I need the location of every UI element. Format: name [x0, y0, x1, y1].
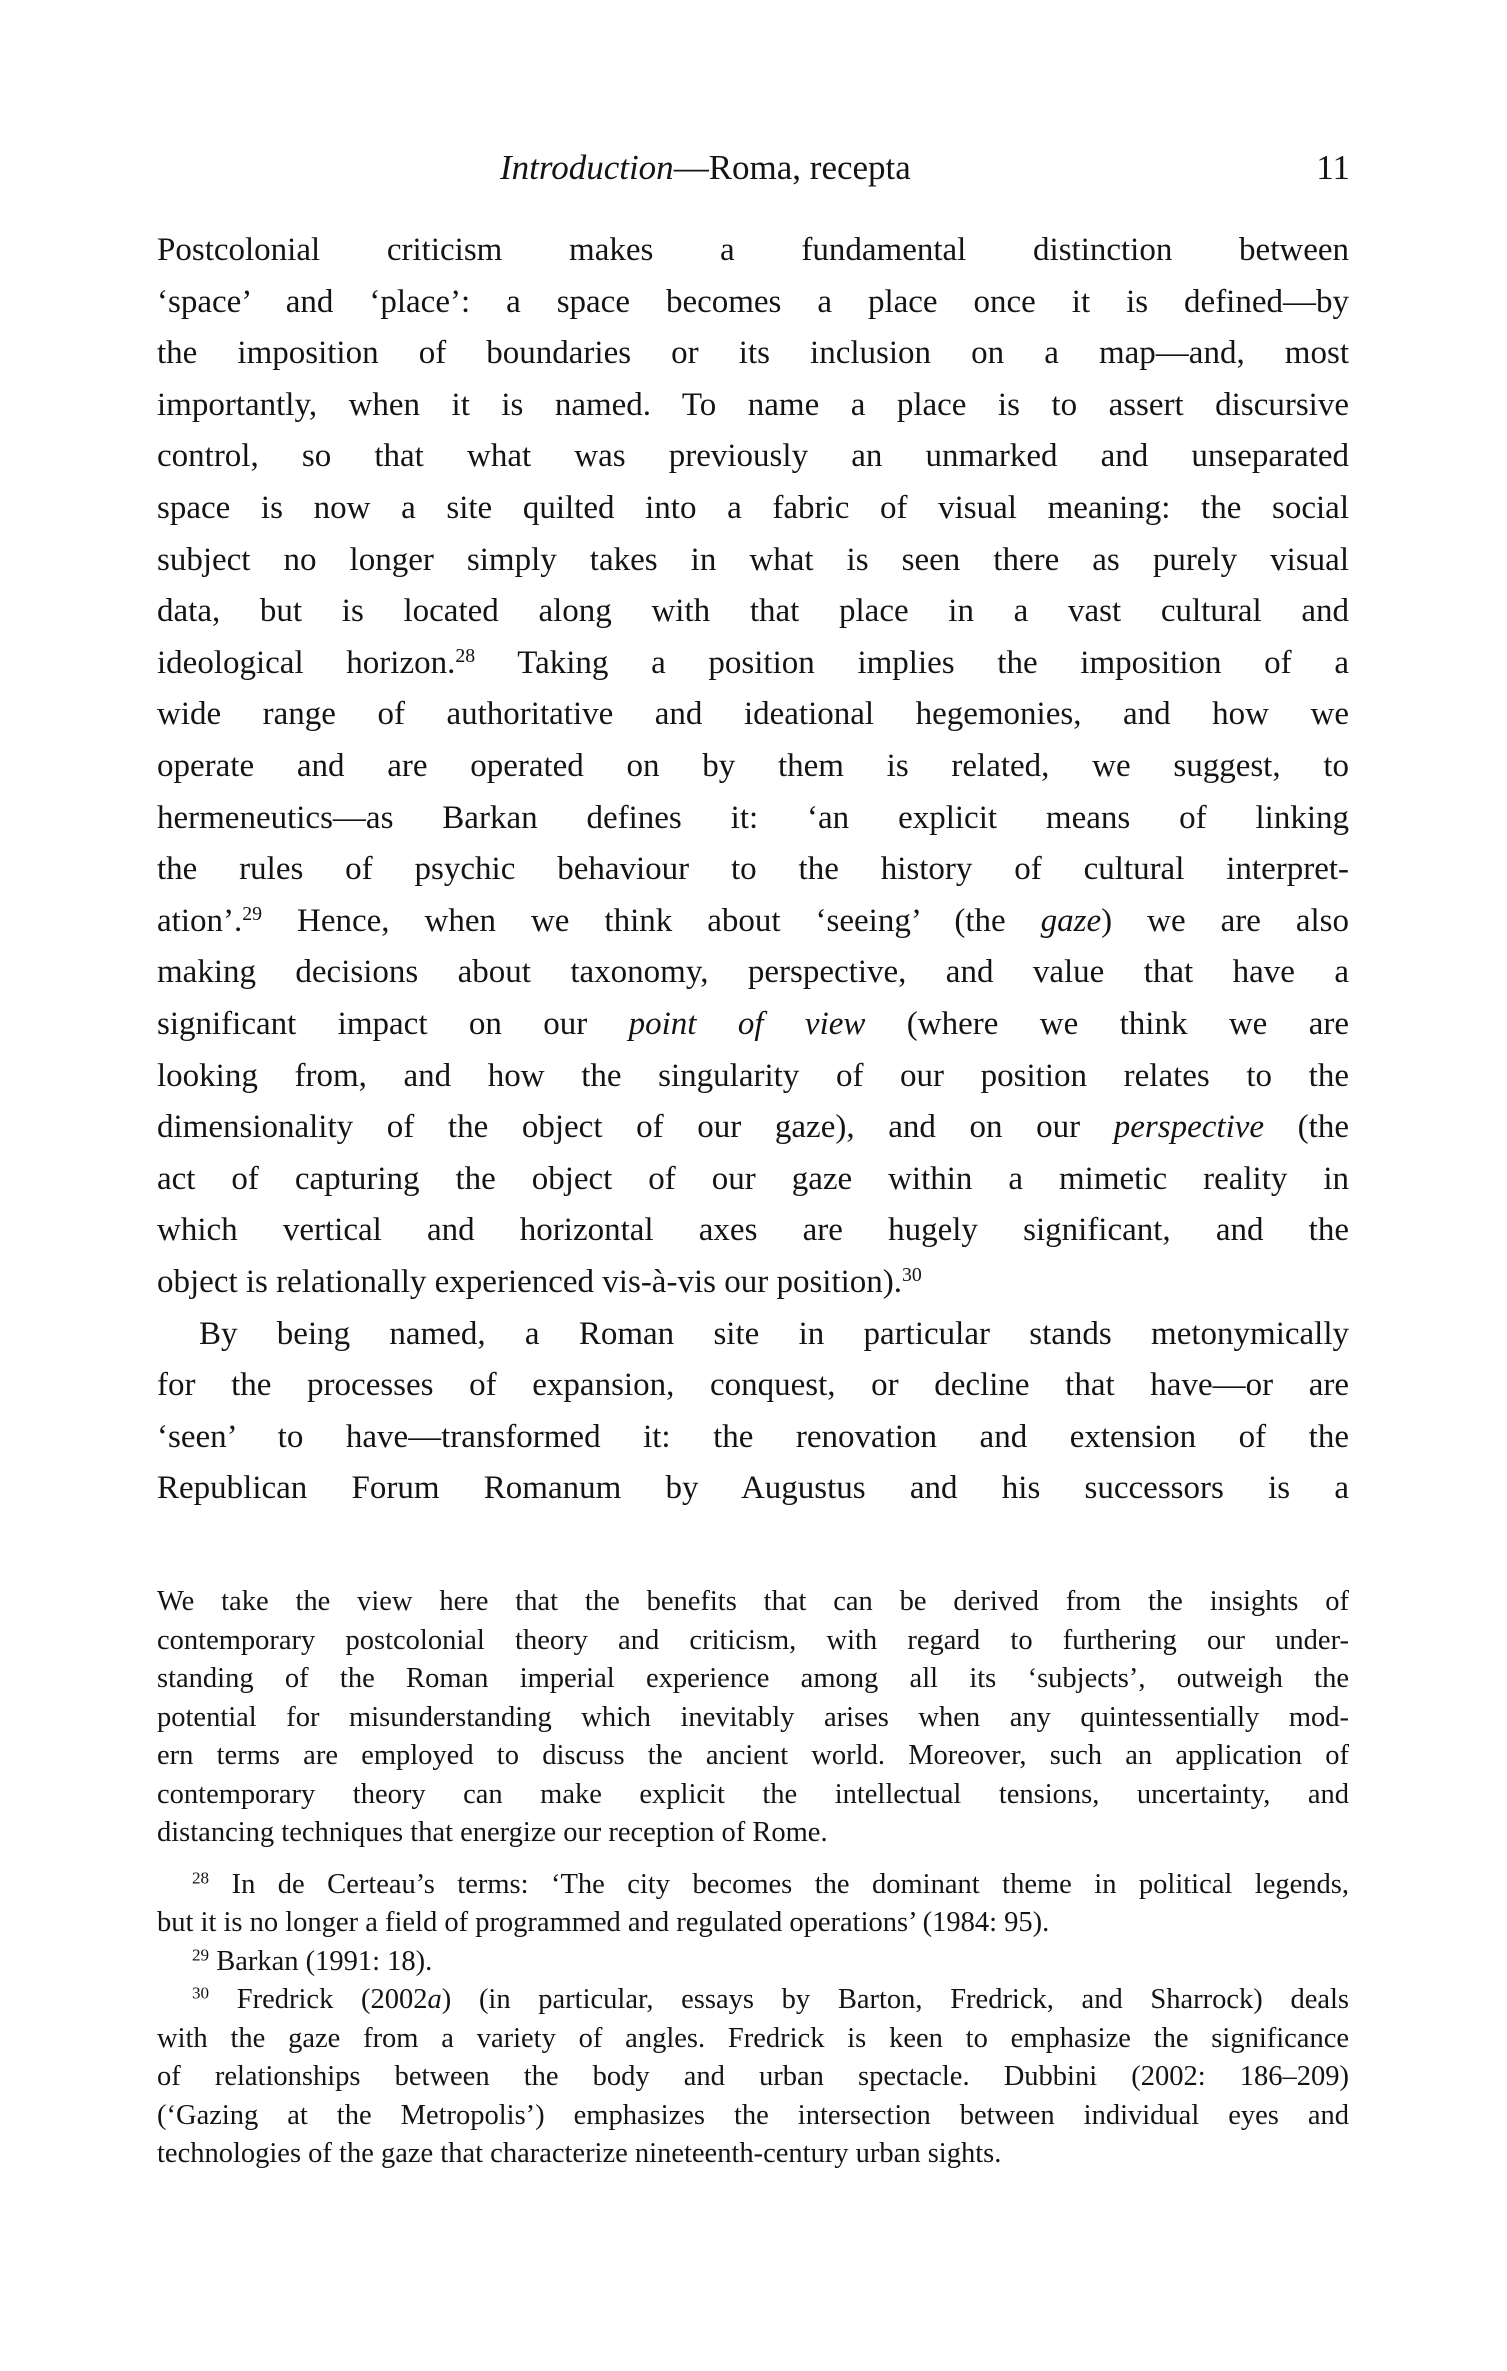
footnote-line	[157, 2059, 1349, 2095]
text-segment: standing of the Roman imperial experience among all its ‘subjects’, outweigh the	[157, 1663, 1349, 1694]
text-segment: ‘seen’ to have—transformed it: the renovation and extension of the	[157, 1419, 1349, 1455]
text-segment: hermeneutics—as Barkan defines it: ‘an explicit means of linking	[157, 800, 1349, 836]
body-line	[157, 434, 1349, 478]
footnote-line	[157, 1777, 1349, 1813]
text-segment: (where we think we are	[865, 1006, 1349, 1042]
italic-text: perspective	[1113, 1109, 1265, 1145]
text-segment: but it is no longer a field of programmed and regulated operations’ (1984: 95).	[157, 1907, 1050, 1938]
text-segment: operate and are operated on by them is related, we suggest, to	[157, 748, 1349, 784]
running-head	[157, 146, 1350, 190]
text-segment: Taking a position implies the imposition of a	[475, 645, 1349, 681]
body-line	[157, 1105, 1349, 1149]
footnote-number: 30	[192, 1983, 210, 2003]
text-segment: ern terms are employed to discuss the ancient world. Moreover, such an application of	[157, 1740, 1349, 1771]
text-segment: the imposition of boundaries or its inclusion on a map—and, most	[157, 335, 1349, 371]
body-line	[157, 383, 1349, 427]
text-segment: with the gaze from a variety of angles. Fredrick is keen to emphasize the significance	[157, 2023, 1349, 2054]
footnote-line	[157, 1815, 1349, 1851]
text-segment: technologies of the gaze that characterize nineteenth-century urban sights.	[157, 2138, 1002, 2169]
text-segment: space is now a site quilted into a fabric of visual meaning: the social	[157, 490, 1349, 526]
text-segment: By being named, a Roman site in particular stands metonymically	[199, 1316, 1349, 1352]
footnote-line	[157, 1738, 1349, 1774]
text-segment: contemporary postcolonial theory and criticism, with regard to furthering our under-	[157, 1625, 1349, 1656]
text-segment: for the processes of expansion, conquest, or decline that have—or are	[157, 1367, 1349, 1403]
body-line	[157, 589, 1349, 633]
footnote-first-line	[192, 1944, 1349, 1980]
text-segment: (the	[1264, 1109, 1349, 1145]
text-segment: making decisions about taxonomy, perspective, and value that have a	[157, 954, 1349, 990]
body-line	[157, 899, 1349, 943]
text-segment: ) (in particular, essays by Barton, Fredrick, and Sharrock) deals	[441, 1984, 1350, 2015]
body-line	[199, 1312, 1349, 1356]
body-line	[157, 1208, 1349, 1252]
body-line	[157, 847, 1349, 891]
text-segment: looking from, and how the singularity of our position relates to the	[157, 1058, 1349, 1094]
body-line	[157, 1002, 1349, 1046]
body-line	[157, 1363, 1349, 1407]
text-segment: Barkan (1991: 18).	[216, 1946, 433, 1977]
body-line	[157, 538, 1349, 582]
text-segment: data, but is located along with that place in a vast cultural and	[157, 593, 1349, 629]
body-line	[157, 950, 1349, 994]
footnote-number: 29	[192, 1945, 210, 1965]
footnote-line	[157, 2021, 1349, 2057]
text-segment: importantly, when it is named. To name a place is to assert discursive	[157, 387, 1349, 423]
text-segment: ation’.	[157, 903, 243, 939]
footnote-first-line	[192, 1982, 1349, 2018]
body-line	[157, 228, 1349, 272]
running-title-roman: —Roma, recepta	[673, 148, 911, 187]
italic-text: gaze	[1040, 903, 1102, 939]
body-line	[157, 1260, 1349, 1304]
text-segment: Republican Forum Romanum by Augustus and his successors is a	[157, 1470, 1349, 1506]
text-segment: Postcolonial criticism makes a fundamental distinction between	[157, 232, 1349, 268]
footnote-line	[157, 2136, 1349, 2172]
text-segment: potential for misunderstanding which inevitably arises when any quintessentially mod-	[157, 1702, 1349, 1733]
footnote-number: 28	[192, 1868, 210, 1888]
footnote-reference: 28	[455, 645, 476, 668]
body-line	[157, 331, 1349, 375]
footnote-line	[157, 1623, 1349, 1659]
running-title-italic: Introduction	[500, 148, 674, 187]
body-line	[157, 692, 1349, 736]
footnote-line	[157, 1905, 1349, 1941]
text-segment: ‘space’ and ‘place’: a space becomes a place once it is defined—by	[157, 284, 1349, 320]
page-number: 11	[1316, 148, 1350, 187]
body-line	[157, 796, 1349, 840]
text-segment: wide range of authoritative and ideational hegemonies, and how we	[157, 696, 1349, 732]
footnote-first-line	[192, 1867, 1349, 1903]
text-segment: control, so that what was previously an unmarked and unseparated	[157, 438, 1349, 474]
body-line	[157, 1466, 1349, 1510]
text-segment: In de Certeau’s terms: ‘The city becomes the dominant theme in political legends,	[231, 1869, 1349, 1900]
footnote-line	[157, 1700, 1349, 1736]
text-segment: which vertical and horizontal axes are hugely significant, and the	[157, 1212, 1349, 1248]
body-line	[157, 486, 1349, 530]
text-segment: (‘Gazing at the Metropolis’) emphasizes the intersection between individual eyes and	[157, 2100, 1349, 2131]
text-segment: object is relationally experienced vis-à-vis our position).	[157, 1264, 903, 1300]
body-line	[157, 641, 1349, 685]
footnote-line	[157, 1584, 1349, 1620]
text-segment: We take the view here that the benefits that can be derived from the insights of	[157, 1586, 1349, 1617]
body-line	[157, 1415, 1349, 1459]
running-title	[500, 146, 911, 190]
text-segment: distancing techniques that energize our reception of Rome.	[157, 1817, 828, 1848]
body-line	[157, 280, 1349, 324]
body-line	[157, 744, 1349, 788]
text-segment: significant impact on our	[157, 1006, 629, 1042]
italic-text: point of view	[628, 1006, 866, 1042]
footnote-line	[157, 1661, 1349, 1697]
footnote-line	[157, 2098, 1349, 2134]
text-segment: Hence, when we think about ‘seeing’ (the	[262, 903, 1041, 939]
text-segment: dimensionality of the object of our gaze), and on our	[157, 1109, 1114, 1145]
text-segment: ) we are also	[1101, 903, 1349, 939]
text-segment: the rules of psychic behaviour to the history of cultural interpret-	[157, 851, 1349, 887]
body-line	[157, 1157, 1349, 1201]
text-segment: Fredrick (2002	[236, 1984, 428, 2015]
text-segment: contemporary theory can make explicit the intellectual tensions, uncertainty, and	[157, 1779, 1349, 1810]
footnote-reference: 29	[242, 903, 263, 926]
body-line	[157, 1054, 1349, 1098]
text-segment: of relationships between the body and urban spectacle. Dubbini (2002: 186–209)	[157, 2061, 1349, 2092]
text-segment: act of capturing the object of our gaze within a mimetic reality in	[157, 1161, 1349, 1197]
italic-text: a	[427, 1984, 442, 2015]
text-segment: subject no longer simply takes in what is seen there as purely visual	[157, 542, 1349, 578]
footnote-reference: 30	[902, 1264, 922, 1287]
text-segment: ideological horizon.	[157, 645, 456, 681]
